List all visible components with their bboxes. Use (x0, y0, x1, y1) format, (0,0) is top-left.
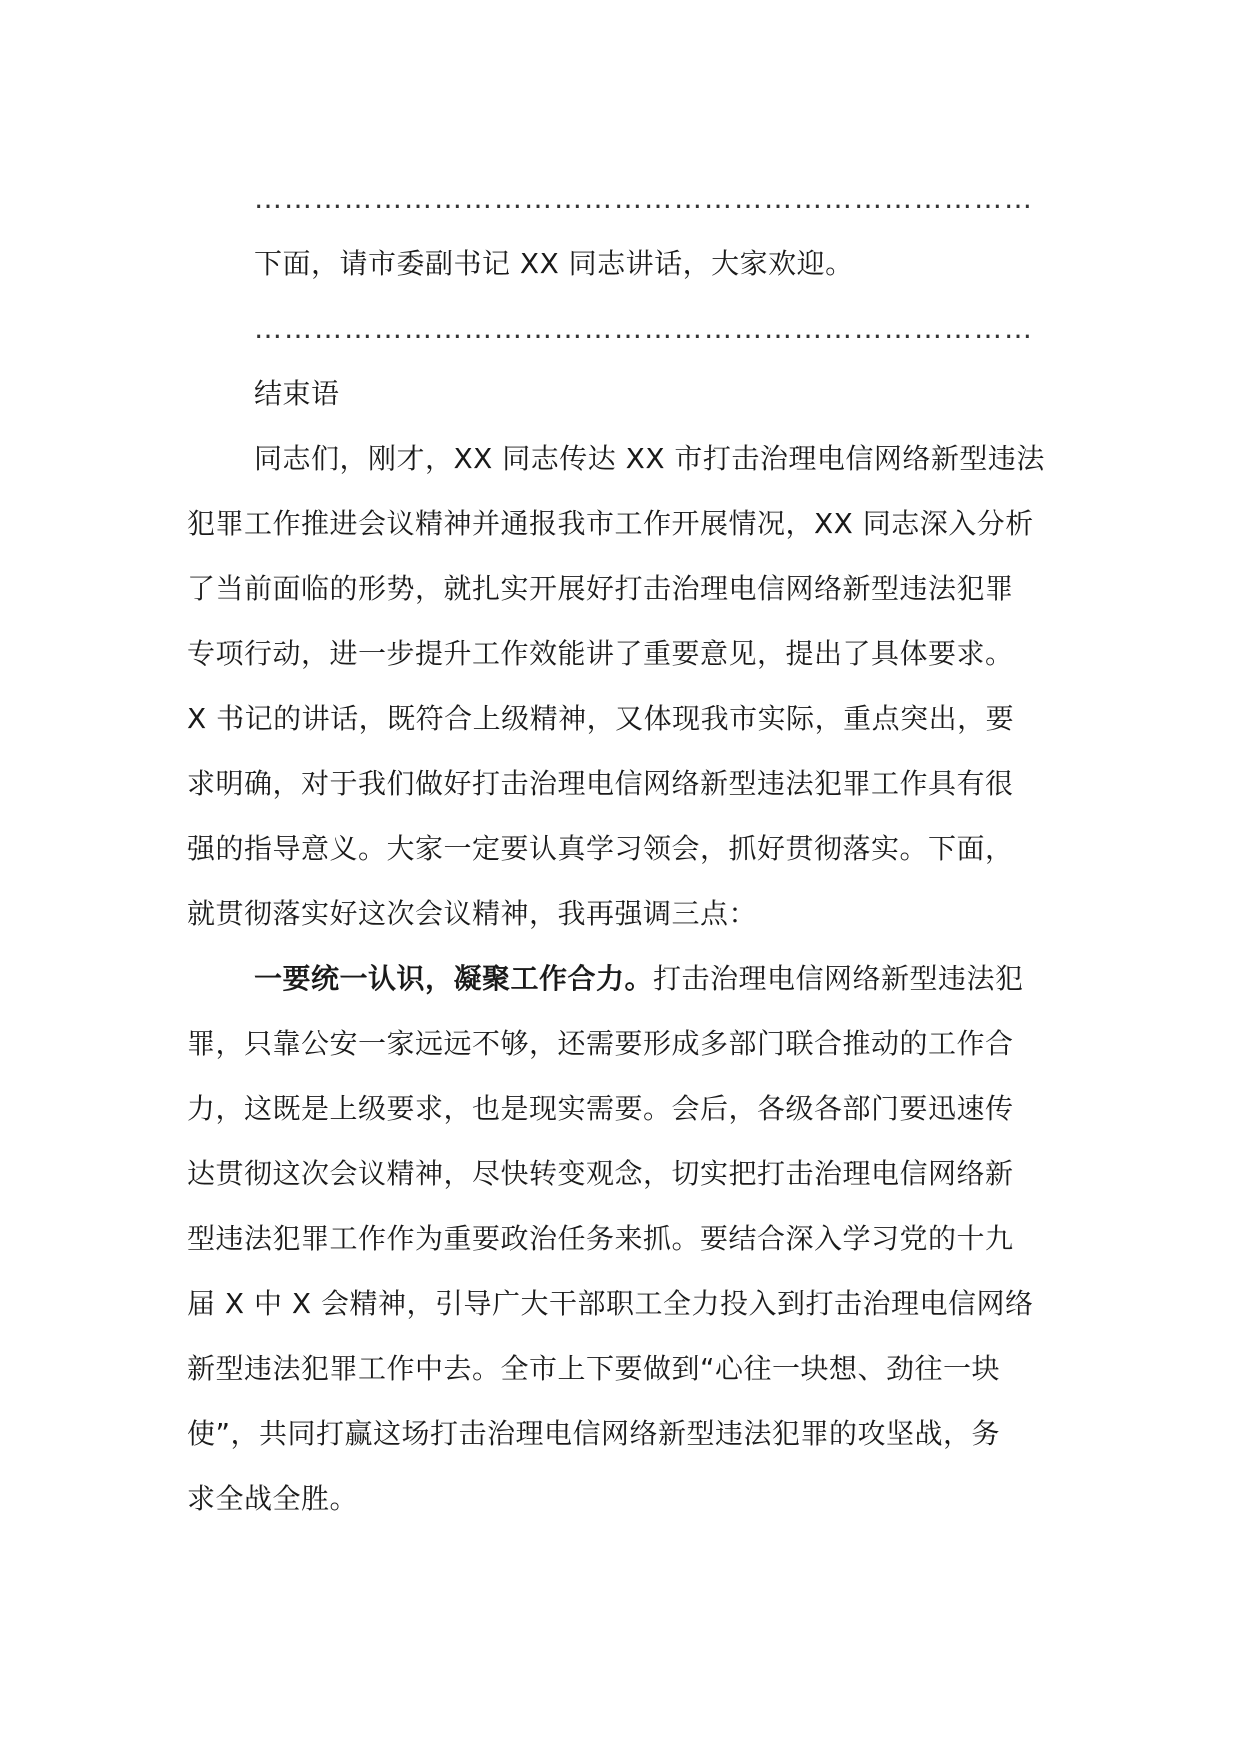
paragraph-line: 就贯彻落实好这次会议精神，我再强调三点： (187, 897, 758, 930)
paragraph-line: X 书记的讲话，既符合上级精神，又体现我市实际，重点突出，要 (187, 702, 1015, 735)
paragraph-first-line (187, 946, 1057, 1011)
point-one-paragraph (187, 946, 1057, 1531)
paragraph-line-rest: 打击治理电信网络新型违法犯 (653, 962, 1024, 995)
document-body (187, 166, 1057, 1531)
paragraph-line: 达贯彻这次会议精神，尽快转变观念，切实把打击治理电信网络新 (187, 1157, 1014, 1190)
point-one-heading: 一要统一认识，凝聚工作合力。 (254, 962, 654, 995)
ellipsis-separator: …………………………………………………………………… (254, 312, 1034, 345)
paragraph-line: 力，这既是上级要求，也是现实需要。会后，各级各部门要迅速传 (187, 1092, 1014, 1125)
intro-line: 下面，请市委副书记 XX 同志讲话，大家欢迎。 (254, 247, 854, 280)
paragraph-line: 罪，只靠公安一家远远不够，还需要形成多部门联合推动的工作合 (187, 1027, 1014, 1060)
paragraph-line: 使”，共同打赢这场打击治理电信网络新型违法犯罪的攻坚战，务 (187, 1417, 1001, 1450)
ellipsis-separator: …………………………………………………………………… (254, 182, 1034, 215)
paragraph-line: 届 X 中 X 会精神，引导广大干部职工全力投入到打击治理电信网络 (187, 1287, 1034, 1320)
closing-heading: 结束语 (254, 377, 340, 410)
closing-paragraph (187, 426, 1057, 946)
paragraph-line: 新型违法犯罪工作中去。全市上下要做到“心往一块想、劲往一块 (187, 1352, 1001, 1385)
paragraph-line: 型违法犯罪工作作为重要政治任务来抓。要结合深入学习党的十九 (187, 1222, 1014, 1255)
paragraph-line: 了当前面临的形势，就扎实开展好打击治理电信网络新型违法犯罪 (187, 572, 1014, 605)
paragraph-line: 同志们，刚才，XX 同志传达 XX 市打击治理电信网络新型违法 (254, 442, 1045, 475)
paragraph-line: 求明确，对于我们做好打击治理电信网络新型违法犯罪工作具有很 (187, 767, 1014, 800)
paragraph-line: 专项行动，进一步提升工作效能讲了重要意见，提出了具体要求。 (187, 637, 1014, 670)
paragraph-line: 犯罪工作推进会议精神并通报我市工作开展情况，XX 同志深入分析 (187, 507, 1034, 540)
paragraph-line: 求全战全胜。 (187, 1482, 359, 1515)
paragraph-line: 强的指导意义。大家一定要认真学习领会，抓好贯彻落实。下面， (187, 832, 1014, 865)
